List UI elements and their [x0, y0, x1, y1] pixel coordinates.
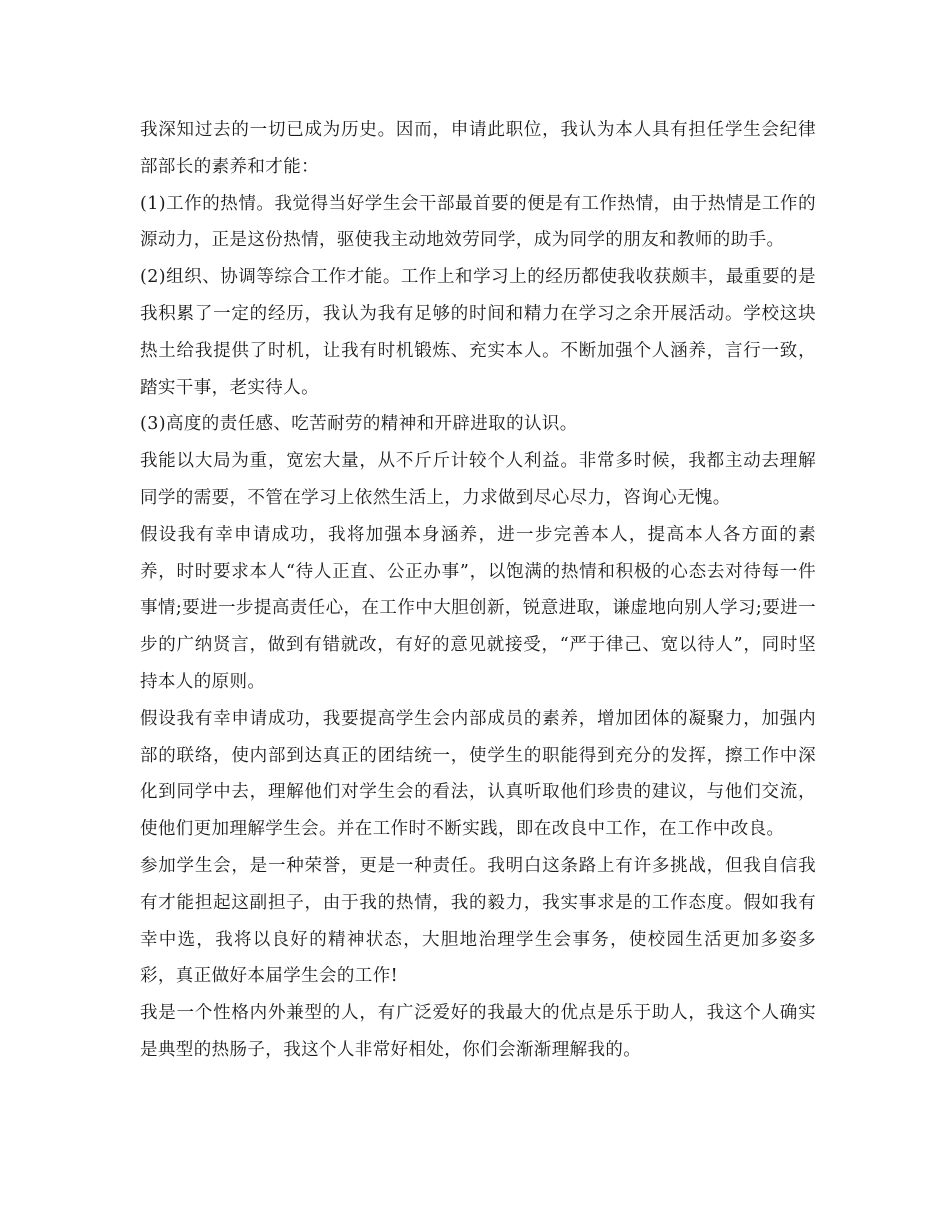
- paragraph: 参加学生会，是一种荣誉，更是一种责任。我明白这条路上有许多挑战，但我自信我有才能担起这副担子，由于我的热情，我的毅力，我实事求是的工作态度。假如我有幸中选，我将以良好的精神状态，大胆地治理学生会事务，使校园生活更加多姿多彩，真正做好本届学生会的工作!: [140, 855, 816, 987]
- paragraph: (2)组织、协调等综合工作才能。工作上和学习上的经历都使我收获颇丰，最重要的是我积累了一定的经历，我认为我有足够的时间和精力在学习之余开展活动。学校这块热土给我提供了时机，让我有时机锻炼、充实本人。不断加强个人涵养，言行一致，踏实干事，老实待人。: [140, 267, 816, 398]
- paragraph: (1)工作的热情。我觉得当好学生会干部最首要的便是有工作热情，由于热情是工作的源动力，正是这份热情，驱使我主动地效劳同学，成为同学的朋友和教师的助手。: [140, 193, 816, 251]
- paragraph: (3)高度的责任感、吃苦耐劳的精神和开辟进取的认识。: [140, 414, 578, 435]
- paragraph: 我能以大局为重，宽宏大量，从不斤斤计较个人利益。非常多时候，我都主动去理解同学的需要，不管在学习上依然生活上，力求做到尽心尽力，咨询心无愧。: [140, 451, 816, 508]
- paragraph: 假设我有幸申请成功，我将加强本身涵养，进一步完善本人，提高本人各方面的素养，时时要求本人“待人正直、公正办事”，以饱满的热情和积极的心态去对待每一件事情;要进一步提高责任心，在工作中大胆创新，锐意进取，谦虚地向别人学习;要进一步的广纳贤言，做到有错就改，有好的意见就接受，“严于律己、宽以待人”，同时坚持本人的原则。: [140, 524, 816, 692]
- paragraph: 我是一个性格内外兼型的人，有广泛爱好的我最大的优点是乐于助人，我这个人确实是典型的热肠子，我这个人非常好相处，你们会渐渐理解我的。: [140, 1003, 816, 1060]
- document-body: [140, 112, 816, 1069]
- paragraph: 假设我有幸申请成功，我要提高学生会内部成员的素养，增加团体的凝聚力，加强内部的联络，使内部到达真正的团结统一，使学生的职能得到充分的发挥，擦工作中深化到同学中去，理解他们对学生会的看法，认真听取他们珍贵的建议，与他们交流，使他们更加理解学生会。并在工作时不断实践，即在改良中工作，在工作中改良。: [140, 708, 816, 840]
- paragraph: 我深知过去的一切已成为历史。因而，申请此职位，我认为本人具有担任学生会纪律部部长的素养和才能：: [140, 120, 816, 177]
